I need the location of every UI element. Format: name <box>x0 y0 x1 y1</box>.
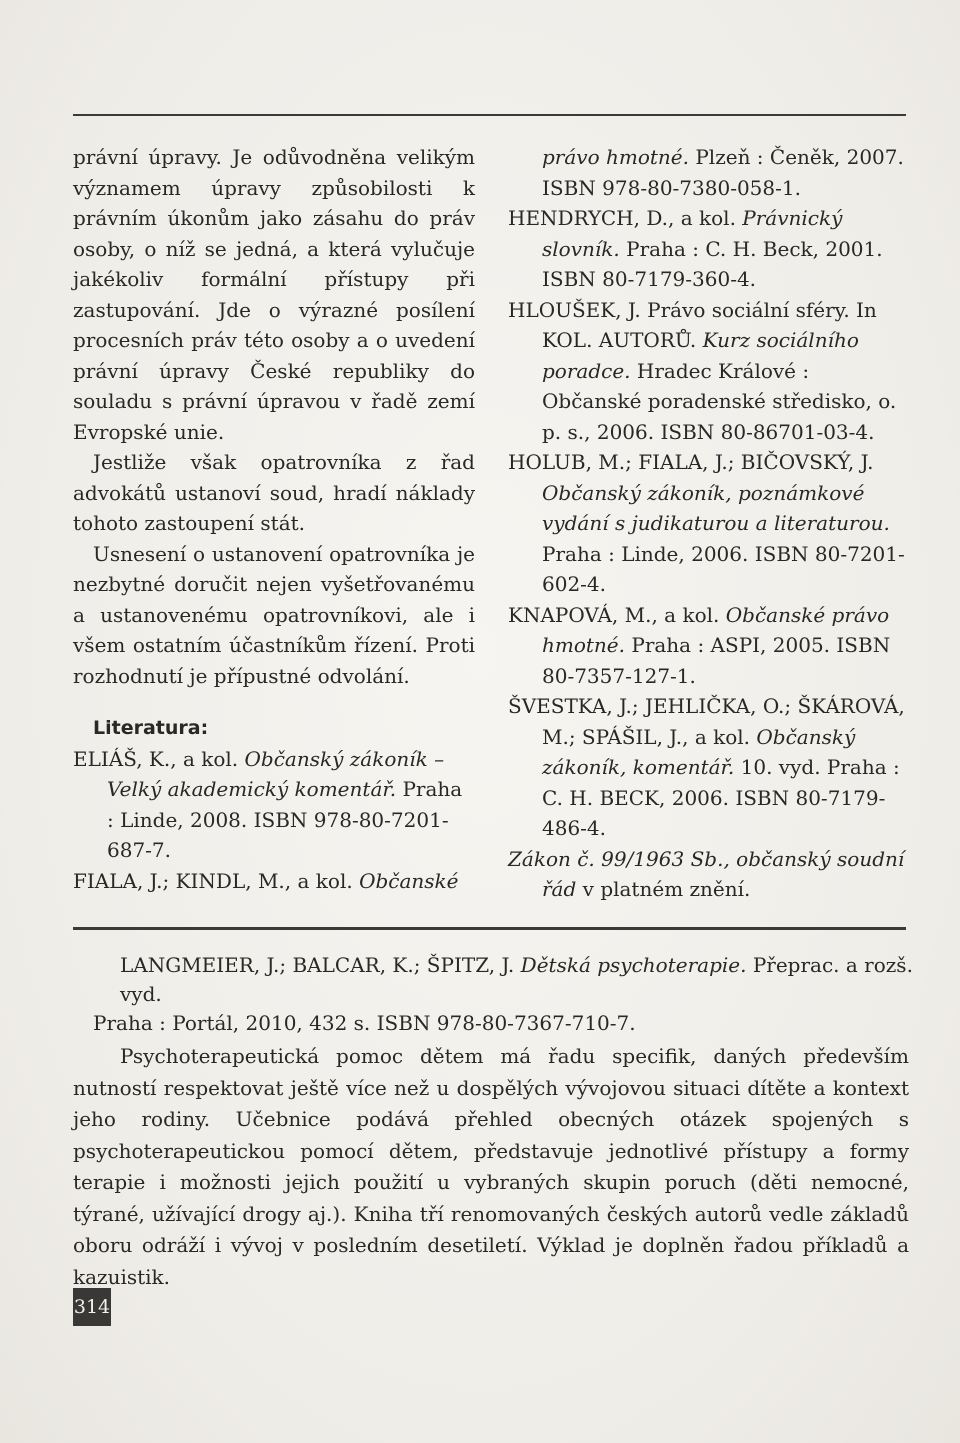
reference-rest: Hradec Králové : Občanské poradenské středisko, o. p. s., 2006. ISBN 80-86701-03-4. <box>542 358 897 444</box>
citation-title: Dětská psychoterapie. <box>520 953 747 977</box>
citation-authors: LANGMEIER, J.; BALCAR, K.; ŠPITZ, J. <box>120 953 515 977</box>
reference-rest: Plzeň : Čeněk, 2007. ISBN 978-80-7380-058-1. <box>542 145 904 200</box>
literature-heading: Literatura: <box>93 717 209 739</box>
reference-title: Občanské <box>359 868 459 893</box>
reference-authors: HOLUB, M.; FIALA, J.; BIČOVSKÝ, J. <box>508 450 874 474</box>
review-abstract <box>73 1041 909 1293</box>
paragraph-2: Jestliže však opatrovníka z řad advokátů ustanoví soud, hradí náklady tohoto zastoupení stát. <box>73 450 475 535</box>
paragraph-3: Usnesení o ustanovení opatrovníka je nezbytné doručit nejen vyšetřovanému a ustanovenému opatrovníkovi, ale i všem ostatním účastníkům řízení. Proti rozhodnutí je přípustné odvolání. <box>73 541 475 688</box>
review-citation <box>93 951 913 1038</box>
reference-title: Kurz sociálního poradce. <box>542 328 859 383</box>
reference-title: Právnický slovník. <box>542 206 843 261</box>
reference-5 <box>508 447 910 600</box>
reference-title: Občanské právo hmotné. <box>542 602 890 657</box>
top-rule <box>73 114 906 116</box>
section-rule <box>73 927 906 930</box>
reference-title: Zákon č. 99/1963 Sb., občanský soudní řád <box>508 846 905 901</box>
reference-rest: Praha : ASPI, 2005. ISBN 80-7357-127-1. <box>542 633 891 688</box>
reference-authors: ELIÁŠ, K., a kol. <box>73 746 239 771</box>
citation-line-1 <box>120 951 913 1009</box>
reference-1 <box>73 744 475 866</box>
reference-title: právo hmotné. <box>542 145 689 169</box>
reference-authors: KNAPOVÁ, M., a kol. <box>508 602 720 627</box>
reference-rest: Praha : Linde, 2006. ISBN 80-7201-602-4. <box>542 541 905 596</box>
reference-title: Občanský zákoník, komentář. <box>542 724 856 779</box>
reference-authors: HENDRYCH, D., a kol. <box>508 206 736 230</box>
reference-rest: Praha : Linde, 2008. ISBN 978-80-7201-687-7. <box>107 777 463 862</box>
reference-2 <box>73 866 475 897</box>
reference-2-continued <box>508 142 910 203</box>
reference-4 <box>508 295 910 448</box>
reference-7 <box>508 691 910 844</box>
reference-6 <box>508 600 910 692</box>
citation-line-2: Praha : Portál, 2010, 432 s. ISBN 978-80-7367-710-7. <box>93 1011 636 1035</box>
reference-3 <box>508 203 910 295</box>
page-number: 314 <box>73 1288 111 1326</box>
reference-title: Občanský zákoník – Velký akademický komentář. <box>107 746 445 801</box>
left-column <box>73 142 475 896</box>
reference-authors: FIALA, J.; KINDL, M., a kol. <box>73 868 353 893</box>
abstract-text: Psychoterapeutická pomoc dětem má řadu specifik, daných především nutností respektovat ještě více než u dospělých vývojovou situaci dítěte a kontext jeho rodiny. Učebnice podává přehled obecných otázek spojených s psychoterapeutickou pomocí dětem, představuje jednotlivé přístupy a formy terapie i možnosti jejich použití u vybraných skupin poruch (děti nemocné, týrané, užívající drogy aj.). Kniha tří renomovaných českých autorů vedle základů oboru odráží i vývoj v posledním desetiletí. Výklad je doplněn řadou příkladů a kazuistik. <box>73 1044 909 1289</box>
reference-title: Občanský zákoník, poznámkové vydání s judikaturou a literaturou. <box>542 480 890 535</box>
paragraph-1: právní úpravy. Je odůvodněna velikým významem úpravy způsobilosti k právním úkonům jako zásahu do práv osoby, o níž se jedná, a která vylučuje jakékoliv formální přístupy při zastupování. Jde o výrazné posílení procesních práv této osoby a o uvedení právní úpravy České republiky do souladu s právní úpravou v řadě zemí Evropské unie. <box>73 145 475 444</box>
right-column <box>508 142 910 905</box>
reference-rest: Praha : C. H. Beck, 2001. ISBN 80-7179-360-4. <box>542 236 883 291</box>
reference-authors: ŠVESTKA, J.; JEHLIČKA, O.; ŠKÁROVÁ, M.; SPÁŠIL, J., a kol. <box>508 694 905 749</box>
citation-edition: Přeprac. a rozš. vyd. <box>120 953 913 1006</box>
reference-authors: HLOUŠEK, J. Právo sociální sféry. In KOL. AUTORŮ. <box>508 297 877 352</box>
reference-rest: v platném znění. <box>582 877 751 901</box>
reference-rest: 10. vyd. Praha : C. H. BECK, 2006. ISBN 80-7179-486-4. <box>542 755 900 840</box>
reference-8 <box>508 844 910 905</box>
